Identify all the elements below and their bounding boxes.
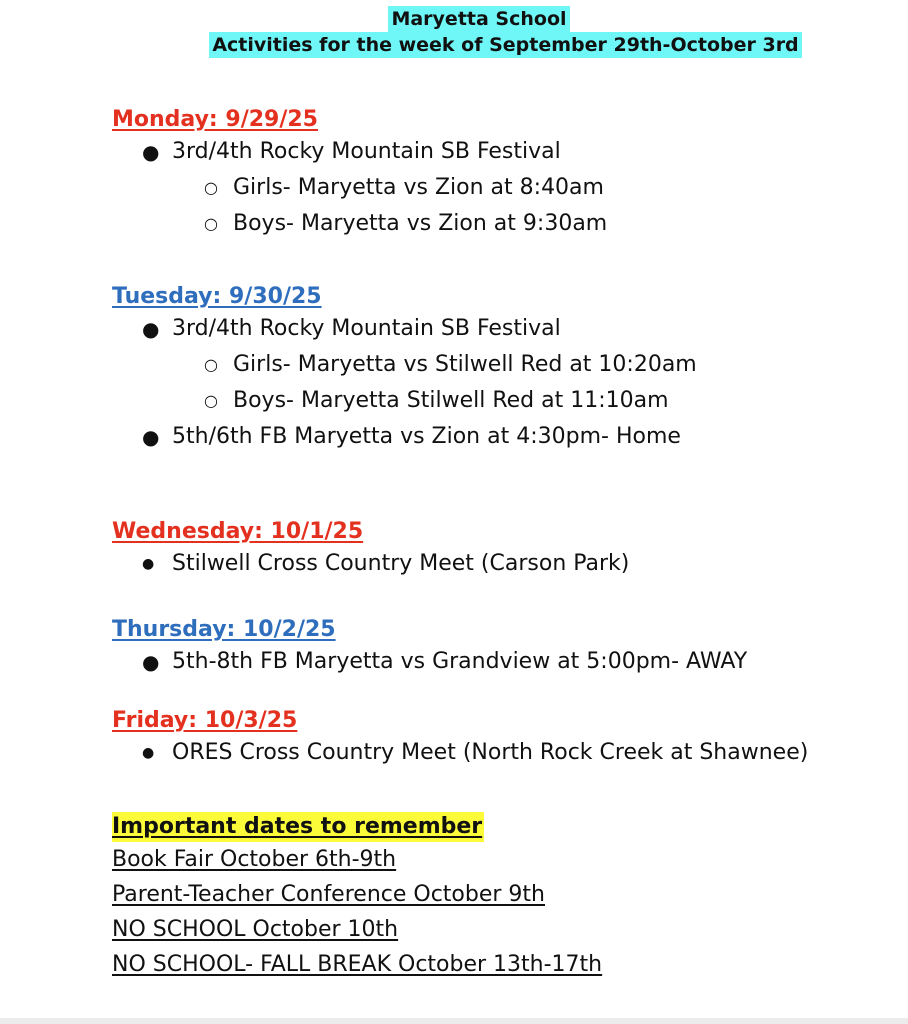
important-line: Book Fair October 6th-9th xyxy=(112,847,397,872)
list-subitem: ○ Girls- Maryetta vs Zion at 8:40am xyxy=(112,170,607,206)
list-item: ● 5th/6th FB Maryetta vs Zion at 4:30pm- Home xyxy=(112,419,697,455)
circle-bullet-icon: ○ xyxy=(204,391,218,410)
day-heading: Thursday: 10/2/25 xyxy=(112,617,336,642)
bullet-icon: ● xyxy=(142,425,160,449)
list-item: ● 5th-8th FB Maryetta vs Grandview at 5:00pm- AWAY xyxy=(112,644,747,680)
bullet-icon: ● xyxy=(142,745,155,761)
important-line: NO SCHOOL October 10th xyxy=(112,917,399,942)
day-thursday xyxy=(112,616,747,680)
list-item: ● Stilwell Cross Country Meet (Carson Park) xyxy=(112,546,629,582)
important-line: NO SCHOOL- FALL BREAK October 13th-17th xyxy=(112,952,603,977)
day-heading: Monday: 9/29/25 xyxy=(112,107,318,132)
bullet-icon: ● xyxy=(142,140,160,164)
circle-bullet-icon: ○ xyxy=(204,178,218,197)
day-friday xyxy=(112,707,808,771)
day-monday xyxy=(112,106,607,242)
list-subitem: ○ Girls- Maryetta vs Stilwell Red at 10:20am xyxy=(112,347,697,383)
important-dates xyxy=(112,812,602,982)
day-tuesday xyxy=(112,283,697,455)
document-subtitle: Activities for the week of September 29th-October 3rd xyxy=(209,32,801,58)
list-subitem: ○ Boys- Maryetta Stilwell Red at 11:10am xyxy=(112,383,697,419)
circle-bullet-icon: ○ xyxy=(204,214,218,233)
bullet-icon: ● xyxy=(142,317,160,341)
day-wednesday xyxy=(112,518,629,582)
list-item: ● ORES Cross Country Meet (North Rock Creek at Shawnee) xyxy=(112,735,808,771)
important-heading: Important dates to remember xyxy=(112,812,484,842)
day-heading: Wednesday: 10/1/25 xyxy=(112,519,364,544)
bullet-icon: ● xyxy=(142,556,155,572)
important-line: Parent-Teacher Conference October 9th xyxy=(112,882,545,907)
list-item: ● 3rd/4th Rocky Mountain SB Festival xyxy=(112,134,607,170)
document-title: Maryetta School xyxy=(388,6,569,32)
day-heading: Friday: 10/3/25 xyxy=(112,708,298,733)
list-item: ● 3rd/4th Rocky Mountain SB Festival xyxy=(112,311,697,347)
page-bottom-edge xyxy=(0,1018,908,1024)
title-block xyxy=(0,6,908,58)
circle-bullet-icon: ○ xyxy=(204,355,218,374)
day-heading: Tuesday: 9/30/25 xyxy=(112,284,322,309)
list-subitem: ○ Boys- Maryetta vs Zion at 9:30am xyxy=(112,206,607,242)
bullet-icon: ● xyxy=(142,650,160,674)
